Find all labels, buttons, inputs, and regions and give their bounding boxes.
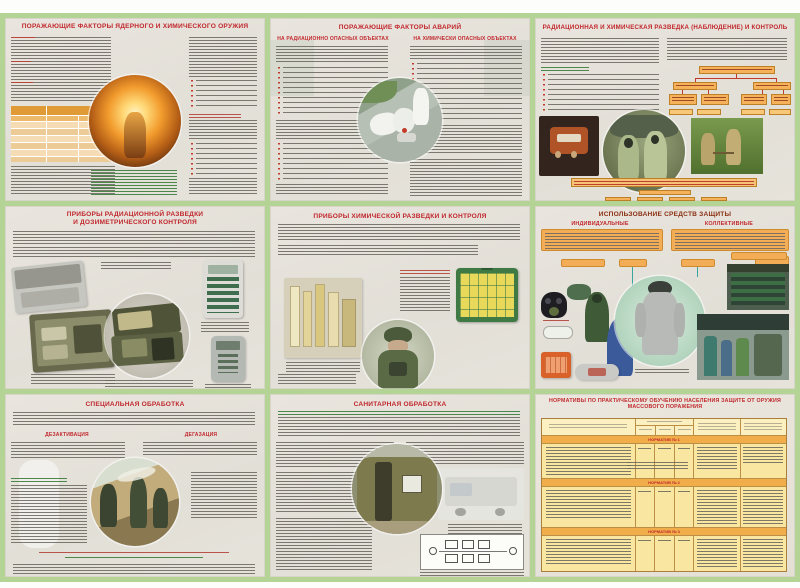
body-text-lines: [11, 442, 125, 460]
green-lead-line: [11, 478, 67, 482]
cell-text: [546, 447, 631, 475]
body-text-lines: [276, 184, 388, 196]
panel-title: НОРМАТИВЫ ПО ПРАКТИЧЕСКОМУ ОБУЧЕНИЮ НАСЕЛЕНИЯ ЗАЩИТЕ ОТ ОРУЖИЯ МАССОВОГО ПОРАЖЕНИЯ: [548, 398, 782, 410]
header-text: [698, 423, 736, 431]
schematic-circle: [429, 547, 437, 556]
mini-flow-box: [637, 197, 663, 201]
device-screen: [208, 265, 238, 274]
flowchart-box: [669, 94, 697, 105]
body-text-lines: [278, 417, 520, 437]
tube-box: [303, 291, 312, 347]
cell-text: [697, 447, 737, 471]
subtitle-individual: ИНДИВИДУАЛЬНЫЕ: [571, 221, 629, 227]
shelter-benches-photo: [727, 264, 789, 310]
gas-mask-photo: [541, 292, 567, 318]
filter-unit: [754, 334, 782, 376]
schematic-circle: [509, 547, 517, 556]
panel-title: ИСПОЛЬЗОВАНИЕ СРЕДСТВ ЗАЩИТЫ: [598, 211, 732, 218]
protection-note-green-text: [91, 170, 177, 196]
standing-worker: [413, 88, 428, 125]
panel-title: САНИТАРНАЯ ОБРАБОТКА: [353, 401, 447, 408]
ai2-first-aid-kit-photo: [541, 352, 571, 378]
body-text-lines: [143, 442, 257, 456]
table-divider: [78, 115, 79, 162]
schematic-box: [462, 540, 474, 549]
filter-ventilation-room-photo: [697, 314, 789, 380]
packet-label: [588, 368, 606, 375]
box-text: [676, 85, 714, 88]
sub-cells: [636, 426, 694, 435]
body-text-lines: [410, 46, 522, 60]
header-cell-errors-fail: [740, 419, 786, 435]
pipes: [697, 314, 789, 330]
bullet-list-lines: [191, 80, 257, 110]
body-text-lines: [13, 412, 255, 426]
body-text-lines: [189, 120, 257, 140]
cell-text: [743, 539, 783, 569]
schematic-box: [462, 554, 474, 563]
box-text: [702, 69, 772, 72]
dp5-case-photo: [105, 294, 189, 378]
device-caption: [201, 322, 249, 332]
caption-text-lines: [400, 277, 450, 313]
cell-time-satisfactory: [674, 444, 694, 478]
hood: [592, 294, 603, 303]
flowchart-box: [673, 82, 717, 90]
subtitle-radiation-objects: НА РАДИАЦИОННО ОПАСНЫХ ОБЪЕКТАХ: [277, 36, 389, 42]
cell-text: [678, 448, 691, 451]
armored-vehicle: [610, 115, 679, 138]
cell-text: [638, 448, 651, 451]
body-text-lines: [278, 224, 520, 242]
device-keypad: [207, 277, 239, 313]
cell-text: [658, 540, 671, 543]
table-header-row: [542, 419, 786, 435]
bullet-list-lines: [191, 143, 257, 175]
device-part: [41, 326, 66, 340]
flowchart-box: [741, 109, 765, 115]
recon-person: [726, 129, 742, 165]
pocket-dosimeter-photo: [203, 260, 243, 318]
individual-intro-box: [541, 229, 663, 251]
table-row: [11, 149, 111, 156]
flowchart-box: [701, 94, 729, 105]
panel-radiation-recon-devices: [5, 206, 265, 389]
norm-row-2: [542, 486, 786, 527]
box-text: [672, 97, 694, 103]
schematic-box: [478, 554, 490, 563]
tube-box: [290, 286, 299, 347]
soldier-with-vpkhr-photo: [362, 320, 434, 389]
tent-body: [357, 457, 436, 524]
tube-box: [342, 299, 356, 347]
caption-band: [571, 178, 757, 187]
poster-grid-frame: [0, 13, 800, 582]
header-cell-name: [542, 419, 635, 435]
gas-mask: [624, 138, 632, 148]
box-text: [675, 233, 785, 249]
box-text: [744, 97, 764, 103]
recon-person: [701, 133, 715, 165]
merged-note-text: [627, 462, 688, 470]
panel-nuclear-chemical-weapons: [5, 18, 265, 201]
schematic-box: [445, 540, 457, 549]
mushroom-stem: [124, 112, 146, 158]
header-text: [659, 429, 672, 431]
device-knob: [571, 151, 577, 158]
header-cell-satisfactory: [674, 426, 693, 435]
body-text-lines: [13, 247, 255, 257]
cell-text: [743, 490, 783, 524]
header-group-time: [635, 419, 694, 435]
flow-line: [695, 78, 777, 79]
header-cell-excellent: [636, 426, 655, 435]
panel-title-line2: И ДОЗИМЕТРИЧЕСКОГО КОНТРОЛЯ: [73, 219, 197, 226]
header-text: [639, 429, 652, 431]
body-text-lines: [410, 159, 522, 197]
body-text-lines: [13, 231, 255, 244]
body-text-lines: [667, 38, 787, 62]
red-caption-line: [400, 270, 450, 274]
device-buttons: [218, 354, 238, 372]
device-screen: [216, 341, 239, 350]
cell-norm-description: [542, 536, 635, 572]
cell-time-excellent: [635, 536, 655, 572]
ozk-suit-figure: [585, 292, 609, 342]
van-wheel: [495, 508, 505, 516]
subtitle-decontamination: ДЕЗАКТИВАЦИЯ: [45, 432, 89, 438]
device-part: [151, 337, 174, 360]
grass-area: [361, 81, 396, 103]
subtitle-collective: КОЛЛЕКТИВНЫЕ: [704, 221, 754, 227]
schematic-box: [478, 540, 490, 549]
red-caption-line: [39, 552, 229, 555]
cell-text: [546, 490, 631, 520]
table-divider: [46, 106, 47, 162]
cell-text: [658, 491, 671, 494]
cell-text: [638, 491, 651, 494]
panel-title: СПЕЦИАЛЬНАЯ ОБРАБОТКА: [85, 401, 185, 408]
body-text-lines: [276, 46, 388, 64]
case-handle: [481, 268, 493, 270]
device-knob: [555, 151, 561, 158]
cell-errors-fail: [740, 487, 786, 527]
group-label: [636, 419, 694, 426]
l1-suit-figure-photo: [615, 276, 705, 366]
ground: [352, 521, 442, 534]
cell-errors-fail: [740, 444, 786, 478]
box-text: [704, 97, 726, 103]
caption-text: [574, 181, 754, 185]
cell-text: [638, 540, 651, 543]
mask-eyepiece: [556, 298, 562, 304]
header-text: [678, 429, 691, 431]
label-skin-protection: [619, 259, 647, 267]
flowchart-box: [771, 94, 791, 105]
green-caption-line: [65, 557, 203, 560]
ipp-packet-photo: [575, 364, 619, 380]
cylinder: [736, 338, 749, 376]
cell-errors-fail: [740, 536, 786, 572]
panel-title-line1: ПРИБОРЫ РАДИАЦИОННОЙ РАЗВЕДКИ: [66, 211, 204, 218]
cell-text: [697, 539, 737, 569]
measuring-device: [397, 133, 415, 141]
panel-title: ПОРАЖАЮЩИЕ ФАКТОРЫ ЯДЕРНОГО И ХИМИЧЕСКОГО ОРУЖИЯ: [21, 23, 249, 30]
soldier-silhouette: [130, 477, 148, 528]
subtitle-chemical-objects: НА ХИМИЧЕСКИ ОПАСНЫХ ОБЪЕКТАХ: [413, 36, 517, 42]
body-text-lines: [278, 245, 478, 255]
cell-text: [697, 490, 737, 524]
nuclear-explosion-photo: [89, 75, 181, 167]
cell-time-good: [654, 444, 674, 478]
green-lead-line: [541, 67, 589, 71]
panel-training-standards: [535, 394, 795, 577]
collective-intro-box: [671, 229, 789, 251]
sanitary-van-photo-faint: [438, 468, 524, 520]
express-lab-case-photo: [456, 268, 518, 322]
cell-time-satisfactory: [674, 487, 694, 527]
soldier-silhouette: [153, 488, 169, 528]
norm-band-2: НОРМАТИВ № 2: [542, 478, 786, 486]
van-wheel: [455, 508, 465, 516]
label-respiratory-protection: [561, 259, 605, 267]
panel-chemical-recon-devices: [270, 206, 530, 389]
panel-radiation-chemical-recon: [535, 18, 795, 201]
norm-row-3: [542, 535, 786, 572]
tent-window: [402, 475, 422, 493]
indicator-tubes-photo: [284, 278, 362, 358]
cell-text: [678, 491, 691, 494]
cell-text: [658, 448, 671, 451]
header-text: [744, 423, 782, 431]
box-text: [545, 233, 659, 249]
device-part: [43, 345, 69, 361]
body-text-lines: [11, 37, 111, 103]
box-text: [774, 97, 788, 103]
schematic-line: [439, 551, 506, 552]
dosimeter-device-photo: [539, 116, 599, 176]
norm-band-1: НОРМАТИВ № 1: [542, 435, 786, 443]
case-contents: [460, 273, 513, 316]
cylinder: [721, 340, 732, 376]
panel-accident-factors: [270, 18, 530, 201]
label-shelters: [681, 259, 715, 267]
mini-flow-root: [639, 190, 691, 195]
panel-title: ПРИБОРЫ ХИМИЧЕСКОЙ РАЗВЕДКИ И КОНТРОЛЯ: [313, 213, 487, 220]
red-label-line: [543, 320, 569, 323]
norm-row-1: [542, 443, 786, 478]
body-text-lines: [11, 485, 87, 545]
header-text: [549, 424, 627, 430]
cell-errors-minus1: [693, 536, 739, 572]
panel-title: ПОРАЖАЮЩИЕ ФАКТОРЫ АВАРИЙ: [338, 24, 462, 31]
norm-band-3: НОРМАТИВ № 3: [542, 527, 786, 535]
body-text-lines: [13, 564, 255, 575]
vpkhr-device: [389, 362, 406, 376]
red-heading-line: [189, 114, 241, 118]
tent-entrance: [375, 462, 391, 521]
bullet-list-lines: [543, 74, 659, 112]
standards-table: [541, 418, 787, 572]
panel-special-treatment: [5, 394, 265, 577]
device-caption: [105, 380, 193, 388]
device-caption: [31, 374, 115, 386]
body-text-lines: [541, 38, 659, 64]
cell-errors-minus1: [693, 487, 739, 527]
header-cell-good: [655, 426, 674, 435]
probe-rod: [713, 152, 735, 155]
mini-flow-box: [701, 197, 727, 201]
mask-filter: [549, 307, 559, 316]
cell-norm-description: [542, 487, 635, 527]
keyword-highlight: [11, 82, 33, 83]
table-row: [11, 156, 111, 162]
van-window: [450, 483, 472, 497]
device-part: [73, 324, 103, 354]
soldier-silhouette: [100, 484, 118, 526]
suit-body: [642, 292, 678, 355]
suit-arm: [635, 303, 646, 337]
header-cell-errors-minus1: [693, 419, 739, 435]
flowchart-box: [753, 82, 791, 90]
hazmat-workers-photo: [358, 78, 442, 162]
figure-caption: [635, 369, 689, 373]
shelter-caption-box: [731, 252, 787, 260]
cell-time-excellent: [635, 444, 655, 478]
handheld-dosimeter-photo: [211, 336, 245, 382]
device-part: [121, 339, 147, 359]
header-text: [647, 421, 682, 423]
suit-arm: [674, 303, 685, 337]
device-caption: [205, 384, 251, 388]
flowchart-box: [697, 109, 721, 115]
olive-device-case-photo: [29, 309, 115, 373]
green-lead-line: [278, 411, 520, 415]
sanitary-station-schematic: [420, 534, 524, 570]
decontamination-scene-photo: [91, 458, 179, 546]
cell-time-good: [654, 487, 674, 527]
decon-tent-photo: [352, 444, 442, 534]
cell-time-good: [654, 536, 674, 572]
tube-box: [328, 292, 339, 346]
case-interior: [21, 287, 80, 309]
photo-caption: [286, 362, 360, 372]
device-scale: [557, 134, 581, 142]
goggles-drawing: [543, 326, 573, 339]
body-text-lines: [278, 374, 356, 384]
mini-flow-box: [605, 197, 631, 201]
panel-title: РАДИАЦИОННАЯ И ХИМИЧЕСКАЯ РАЗВЕДКА (НАБЛЮДЕНИЕ) И КОНТРОЛЬ: [542, 24, 788, 31]
keyword-highlight: [11, 61, 31, 62]
kit-contents: [545, 357, 568, 374]
cell-time-satisfactory: [674, 536, 694, 572]
tube-box: [315, 284, 324, 346]
body-text-lines: [189, 178, 257, 196]
body-text-lines: [189, 37, 257, 77]
cell-text: [743, 447, 783, 465]
ceiling: [727, 264, 789, 272]
mini-flow-box: [669, 197, 695, 201]
gas-mask: [651, 135, 659, 145]
schematic-box: [445, 554, 457, 563]
case-lid: [14, 263, 82, 289]
cell-norm-description: [542, 444, 635, 478]
panel-protection-means: [535, 206, 795, 389]
mask-eyepiece: [545, 298, 551, 304]
cell-errors-minus1: [693, 444, 739, 478]
device-caption: [101, 262, 171, 270]
keyword-highlight: [11, 37, 35, 38]
gray-dosimeter-case-photo: [11, 260, 87, 313]
box-text: [756, 85, 788, 88]
body-text-lines: [191, 472, 257, 520]
flowchart-root-box: [699, 66, 775, 74]
connector-line: [697, 267, 698, 277]
flowchart-box: [669, 109, 693, 115]
panel-sanitary-treatment: [270, 394, 530, 577]
flowchart-box: [769, 109, 791, 115]
cylinder: [704, 336, 717, 376]
cell-text: [678, 540, 691, 543]
subtitle-degassing: ДЕГАЗАЦИЯ: [184, 432, 218, 438]
field-recon-photo: [691, 118, 763, 174]
cell-time-excellent: [635, 487, 655, 527]
cell-text: [546, 539, 631, 565]
schematic-caption: [420, 572, 524, 576]
flowchart-box: [741, 94, 767, 105]
benches: [731, 273, 786, 305]
